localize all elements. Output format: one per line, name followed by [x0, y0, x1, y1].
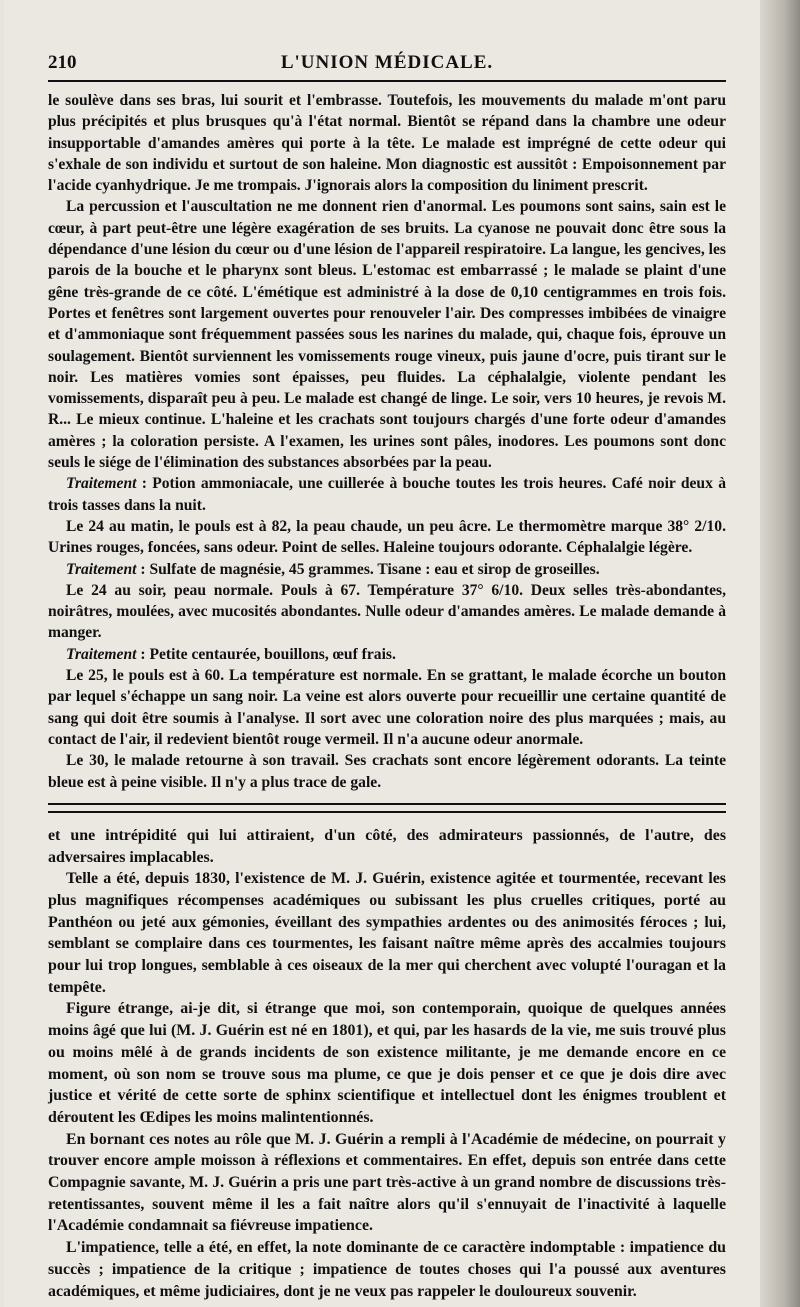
feuilleton-section — [48, 825, 726, 1302]
treatment-label: Traitement — [66, 645, 137, 663]
section-divider — [48, 803, 726, 813]
paragraph: Le 24 au matin, le pouls est à 82, la peau chaude, un peu âcre. Le thermomètre marque 38° 2/10. Urines rouges, foncées, sans odeur. Point de selles. Haleine toujours odorante. Céphalalgie légère. — [48, 517, 726, 557]
page-edge — [760, 0, 800, 1307]
treatment-paragraph — [48, 473, 726, 516]
page-number: 210 — [48, 52, 77, 73]
paragraph: La percussion et l'auscultation ne me donnent rien d'anormal. Les poumons sont sains, sain est le cœur, à part peut-être une légère exagération de ses bruits. La cyanose ne pouvait donc être sous la dépendance d'une lésion du cœur ou d'une lésion de l'appareil respiratoire. La langue, les gencives, les parois de la bouche et le pharynx sont bleus. L'estomac est embarrassé ; le malade se plaint d'une gêne très-grande de ce côté. L'émétique est administré à la dose de 0,10 centigrammes en trois fois. Portes et fenêtres sont largement ouvertes pour renouveler l'air. Des compresses imbibées de vinaigre et d'ammoniaque sont fréquemment passées sous les narines du malade, qui, chaque fois, éprouve un soulagement. Bientôt surviennent les vomissements rouge vineux, puis jaune d'ocre, puis tirant sur le noir. Les matières vomies sont épaisses, peu fluides. La céphalalgie, violente pendant les vomissements, disparaît peu à peu. Le malade est changé de linge. Le soir, vers 10 heures, je revois M. R... Le mieux continue. L'haleine et les crachats sont toujours chargés d'une forte odeur d'amandes amères ; la coloration persiste. A l'examen, les urines sont pâles, inodores. Les poumons sont donc seuls le siége de l'élimination des substances absorbées par la peau. — [48, 198, 726, 472]
paragraph: L'impatience, telle a été, en effet, la note dominante de ce caractère indomptable : impatience du succès ; impatience de la critique ; impatience de toutes choses qui l'a poussé aux aventures académiques, et même judiciaires, dont je ne veux pas rappeler le douloureux souvenir. — [48, 1239, 726, 1300]
treatment-label: Traitement — [66, 475, 137, 493]
paragraph: le soulève dans ses bras, lui sourit et l'embrasse. Toutefois, les mouvements du malade m'ont paru plus précipités et plus brusques qu'à l'état normal. Bientôt se répand dans la chambre une odeur insupportable d'amandes amères qui porte à la tête. Le malade est imprégné de cette odeur qui s'exhale de son individu et surtout de son haleine. Mon diagnostic est aussitôt : Empoisonnement par l'acide cyanhydrique. Je me trompais. J'ignorais alors la composition du liniment prescrit. — [48, 92, 726, 195]
journal-page — [4, 0, 764, 1307]
paragraph: et une intrépidité qui lui attiraient, d'un côté, des admirateurs passionnés, de l'autre, des adversaires implacables. — [48, 826, 726, 866]
running-title: L'UNION MÉDICALE. — [280, 52, 494, 73]
treatment-label: Traitement — [66, 560, 137, 578]
paragraph: Le 30, le malade retourne à son travail. Ses crachats sont encore légèrement odorants. La teinte bleue est à peine visible. Il n'y a plus trace de gale. — [48, 752, 726, 791]
treatment-paragraph — [48, 559, 726, 580]
paragraph: En bornant ces notes au rôle que M. J. Guérin a rempli à l'Académie de médecine, on pourrait y trouver encore ample moisson à réflexions et commentaires. En effet, depuis son entrée dans cette Compagnie savante, M. J. Guérin a pris une part très-active à un grand nombre de discussions très-retentissantes, souvent même il les a fait naître alors qu'il s'ennuyait de l'inactivité à laquelle l'Académie condamnait sa fiévreuse impatience. — [48, 1130, 726, 1235]
paragraph: Figure étrange, ai-je dit, si étrange que moi, son contemporain, quoique de quelques années moins âgé que lui (M. J. Guérin est né en 1801), et qui, par les hasards de la vie, me suis trouvé plus ou moins mêlé à de grands incidents de son existence militante, je me demande encore en ce moment, où son nom se trouve sous ma plume, ce que je dois penser et ce que je dois dire avec justice et vérité de cette sorte de sphinx scientifique et intellectuel dont les énigmes troublent et déroutent les Œdipes les moins malintentionnés. — [48, 1000, 726, 1126]
treatment-text: : Petite centaurée, bouillons, œuf frais. — [136, 645, 396, 663]
paragraph: Le 25, le pouls est à 60. La température est normale. En se grattant, le malade écorche un bouton par lequel s'échappe un sang noir. La veine est alors ouverte pour recueillir une certaine quantité de sang qui doit être soumis à l'analyse. Il sort avec une coloration noire des plus marquées ; mais, au contact de l'air, il redevient bientôt rouge vermeil. Il n'a aucune odeur anormale. — [48, 667, 726, 748]
paragraph: Telle a été, depuis 1830, l'existence de M. J. Guérin, existence agitée et tourmentée, recevant les plus magnifiques récompenses académiques ou subissant les plus cruelles critiques, porté au Panthéon ou jeté aux gémonies, éveillant des sympathies ardentes ou des animosités féroces ; lui, semblant se complaire dans ces tourmentes, les faisant naître même après des accalmies toujours pour lui trop longues, semblable à ces oiseaux de la mer qui cherchent avec volupté l'ouragan et la tempête. — [48, 870, 726, 996]
clinical-case-section — [48, 90, 726, 793]
page-header — [48, 48, 726, 82]
treatment-text: : Potion ammoniacale, une cuillerée à bouche toutes les trois heures. Café noir deux à trois tasses dans la nuit. — [48, 475, 726, 514]
treatment-text: : Sulfate de magnésie, 45 grammes. Tisane : eau et sirop de groseilles. — [136, 560, 600, 578]
treatment-paragraph — [48, 644, 726, 665]
paragraph: Le 24 au soir, peau normale. Pouls à 67. Température 37° 6/10. Deux selles très-abondantes, noirâtres, moulées, avec mucosités abondantes. Nulle odeur d'amandes amères. Le malade demande à manger. — [48, 581, 726, 642]
